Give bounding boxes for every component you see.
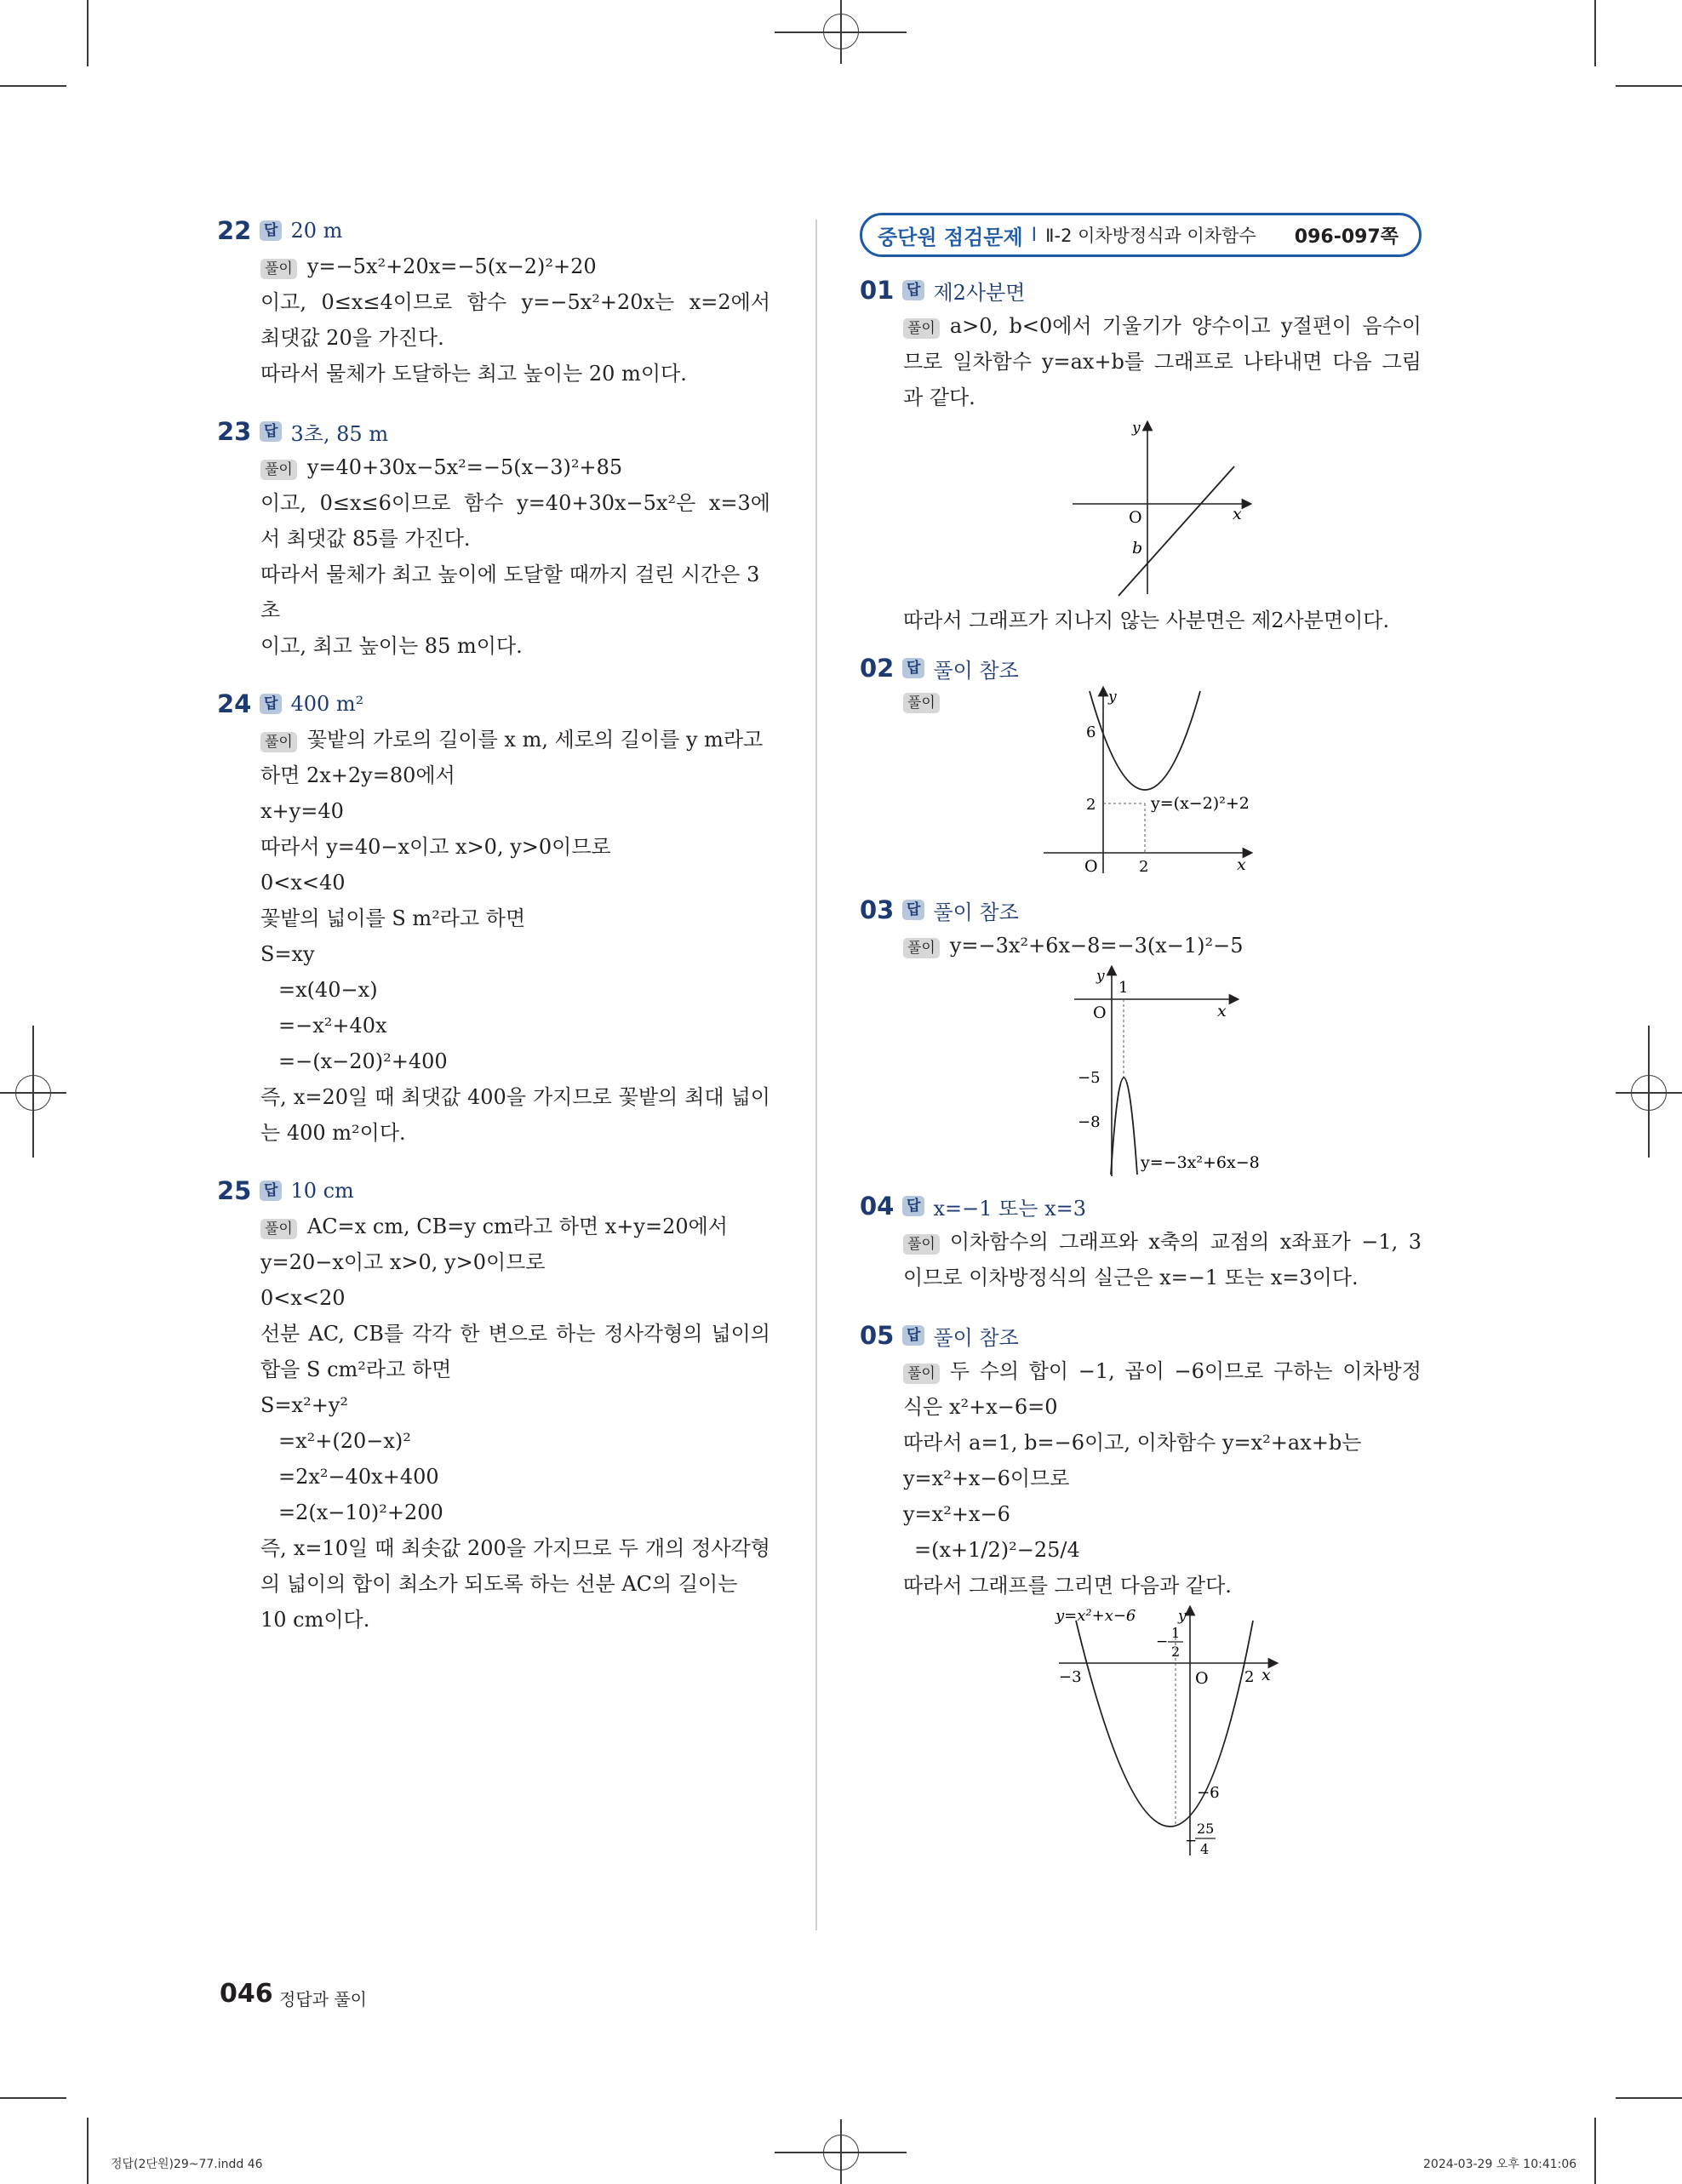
problem-number: 04 bbox=[860, 1192, 895, 1221]
curve-label: y=−3x²+6x−8 bbox=[1141, 1153, 1260, 1172]
x-label: x bbox=[1262, 1666, 1271, 1684]
answer-text: 제2사분면 bbox=[933, 280, 1026, 305]
graph-line bbox=[1118, 466, 1234, 596]
answer-tag: 답 bbox=[902, 280, 924, 300]
solution-tag: 풀이 bbox=[903, 693, 940, 713]
solution-line: 풀이 y=−5x²+20x=−5(x−2)²+20 bbox=[217, 249, 770, 284]
registration-line bbox=[840, 2119, 842, 2184]
answer-text: 3초, 85 m bbox=[290, 421, 389, 446]
solution-line: 따라서 y=40−x이고 x>0, y>0이므로 bbox=[260, 835, 611, 859]
solution-line: 즉, x=10일 때 최솟값 200을 가지므로 두 개의 정사각형 bbox=[260, 1536, 770, 1560]
problem-02 bbox=[860, 650, 1422, 880]
solution-line: y=20−x이고 x>0, y>0이므로 bbox=[260, 1250, 546, 1274]
answer-text: 20 m bbox=[290, 219, 343, 243]
solution-line: S=x²+y² bbox=[260, 1393, 348, 1417]
y-tick-m5: −5 bbox=[1078, 1069, 1101, 1087]
answer-tag: 답 bbox=[260, 1181, 282, 1201]
x-tick-1: 1 bbox=[1118, 979, 1129, 997]
solution-line: 는 400 m²이다. bbox=[260, 1121, 406, 1145]
solution-tag: 풀이 bbox=[903, 1234, 940, 1255]
y-label: y bbox=[1178, 1608, 1187, 1625]
answer-tag: 답 bbox=[260, 421, 282, 442]
solution-line: 이고, 0≤x≤6이므로 함수 y=40+30x−5x²은 x=3에 bbox=[260, 491, 770, 515]
problem-number: 03 bbox=[860, 895, 895, 924]
parabola-curve bbox=[1090, 691, 1200, 790]
section-pages: 096-097쪽 bbox=[1294, 226, 1399, 248]
solution-tag: 풀이 bbox=[903, 938, 940, 958]
crop-mark bbox=[87, 0, 89, 66]
section-separator: I bbox=[1031, 224, 1038, 246]
solution-line: 이므로 이차방정식의 실근은 x=−1 또는 x=3이다. bbox=[903, 1266, 1359, 1289]
solution-line: 이고, 최고 높이는 85 m이다. bbox=[260, 634, 523, 658]
solution-line: 따라서 물체가 최고 높이에 도달할 때까지 걸린 시간은 3초 bbox=[260, 563, 760, 622]
problem-24 bbox=[217, 686, 770, 1151]
section-title: 중단원 점검문제 bbox=[878, 225, 1023, 249]
graph-parabola-down bbox=[1064, 963, 1285, 1176]
root-m3-label: −3 bbox=[1059, 1668, 1082, 1686]
y-intercept-label: −6 bbox=[1197, 1784, 1220, 1802]
origin-label: O bbox=[1129, 508, 1142, 527]
x-label: x bbox=[1217, 1002, 1227, 1021]
solution-tag: 풀이 bbox=[260, 1219, 297, 1239]
graph-parabola-roots bbox=[1042, 1604, 1297, 1859]
y-tick-6: 6 bbox=[1086, 723, 1096, 741]
page-title: 정답과 풀이 bbox=[279, 1989, 367, 2010]
curve-label: y=x²+x−6 bbox=[1056, 1607, 1136, 1625]
min-frac-den: 4 bbox=[1200, 1841, 1210, 1857]
answer-tag: 답 bbox=[902, 658, 924, 678]
left-column bbox=[217, 213, 770, 1660]
solution-tag: 풀이 bbox=[260, 259, 297, 279]
origin-label: O bbox=[1084, 857, 1098, 876]
right-column bbox=[860, 213, 1422, 1881]
problem-25 bbox=[217, 1173, 770, 1638]
axis-minus: − bbox=[1156, 1633, 1169, 1650]
solution-line: 따라서 그래프를 그리면 다음과 같다. bbox=[903, 1574, 1232, 1598]
min-frac-num: 25 bbox=[1197, 1821, 1215, 1837]
intercept-label: b bbox=[1132, 539, 1143, 557]
graph-linear bbox=[1064, 415, 1268, 603]
solution-line: y=x²+x−6이므로 bbox=[903, 1466, 1070, 1490]
solution-line: 의 넓이의 합이 최소가 되도록 하는 선분 AC의 길이는 bbox=[260, 1572, 738, 1596]
problem-number: 23 bbox=[217, 417, 252, 446]
solution-line: 풀이 두 수의 합이 −1, 곱이 −6이므로 구하는 이차방정 bbox=[860, 1353, 1422, 1389]
parabola-curve bbox=[1111, 1078, 1137, 1175]
solution-tag: 풀이 bbox=[260, 732, 297, 752]
answer-text: 풀이 참조 bbox=[933, 658, 1019, 683]
solution-line: 10 cm이다. bbox=[260, 1608, 370, 1632]
solution-line: 따라서 물체가 도달하는 최고 높이는 20 m이다. bbox=[260, 362, 687, 386]
problem-23 bbox=[217, 414, 770, 664]
solution-line: 0<x<40 bbox=[260, 871, 346, 895]
x-label: x bbox=[1237, 855, 1246, 874]
answer-tag: 답 bbox=[902, 1196, 924, 1216]
solution-line: =2(x−10)²+200 bbox=[278, 1501, 443, 1524]
y-label: y bbox=[1096, 968, 1105, 985]
x-label: x bbox=[1233, 505, 1242, 523]
solution-line: 최댓값 20을 가진다. bbox=[260, 326, 444, 350]
solution-line: 하면 2x+2y=80에서 bbox=[260, 763, 455, 787]
graph-parabola-up bbox=[1030, 684, 1285, 880]
answer-text: 풀이 참조 bbox=[933, 1325, 1019, 1350]
crop-mark bbox=[1594, 0, 1596, 66]
registration-line bbox=[1648, 1026, 1650, 1158]
problem-number: 24 bbox=[217, 689, 252, 718]
solution-line: S=xy bbox=[260, 942, 315, 966]
slug-date: 2024-03-29 오후 10:41:06 bbox=[1423, 2158, 1577, 2171]
answer-tag: 답 bbox=[902, 900, 924, 920]
answer-tag: 답 bbox=[260, 694, 282, 714]
y-tick-m8: −8 bbox=[1078, 1113, 1101, 1131]
solution-line: 풀이 AC=x cm, CB=y cm라고 하면 x+y=20에서 bbox=[217, 1209, 770, 1244]
crop-mark bbox=[1594, 2118, 1596, 2184]
answer-text: x=−1 또는 x=3 bbox=[933, 1196, 1087, 1221]
solution-line: x+y=40 bbox=[260, 799, 344, 823]
problem-number: 22 bbox=[217, 216, 252, 245]
solution-line: 이고, 0≤x≤4이므로 함수 y=−5x²+20x는 x=2에서 bbox=[260, 290, 770, 314]
axis-frac-num: 1 bbox=[1171, 1625, 1181, 1641]
solution-line: 서 최댓값 85를 가진다. bbox=[260, 527, 471, 551]
solution-tag: 풀이 bbox=[260, 460, 297, 480]
slug-file: 정답(2단원)29~77.indd 46 bbox=[111, 2158, 263, 2171]
problem-number: 05 bbox=[860, 1321, 895, 1350]
solution-line: 즉, x=20일 때 최댓값 400을 가지므로 꽃밭의 최대 넓이 bbox=[260, 1085, 770, 1109]
origin-label: O bbox=[1093, 1003, 1107, 1022]
problem-22 bbox=[217, 213, 770, 392]
solution-line: =(x+1/2)²−25/4 bbox=[914, 1538, 1080, 1562]
solution-line: 므로 일차함수 y=ax+b를 그래프로 나타내면 다음 그림 bbox=[903, 350, 1422, 374]
root-2-label: 2 bbox=[1244, 1668, 1255, 1686]
problem-03 bbox=[860, 892, 1422, 1176]
section-subtitle: Ⅱ-2 이차방정식과 이차함수 bbox=[1045, 226, 1256, 246]
solution-line: y=x²+x−6 bbox=[903, 1502, 1010, 1526]
crop-mark bbox=[1616, 85, 1682, 87]
page-number: 046 bbox=[220, 1979, 273, 2009]
origin-label: O bbox=[1195, 1669, 1209, 1688]
solution-line: 풀이 꽃밭의 가로의 길이를 x m, 세로의 길이를 y m라고 bbox=[217, 722, 770, 758]
solution-line: 따라서 a=1, b=−6이고, 이차함수 y=x²+ax+b는 bbox=[903, 1431, 1362, 1455]
section-header bbox=[860, 213, 1422, 257]
solution-line: 합을 S cm²라고 하면 bbox=[260, 1358, 452, 1381]
solution-line: 식은 x²+x−6=0 bbox=[903, 1395, 1058, 1419]
axis-frac-den: 2 bbox=[1171, 1644, 1181, 1660]
crop-mark bbox=[0, 85, 66, 87]
y-label: y bbox=[1132, 420, 1141, 437]
solution-line: =x²+(20−x)² bbox=[278, 1429, 411, 1453]
problem-04 bbox=[860, 1188, 1422, 1295]
solution-line: 과 같다. bbox=[903, 386, 975, 409]
crop-mark bbox=[0, 2097, 66, 2099]
solution-line: 풀이 y=40+30x−5x²=−5(x−3)²+85 bbox=[217, 449, 770, 485]
crop-mark bbox=[1616, 2097, 1682, 2099]
answer-text: 400 m² bbox=[290, 692, 364, 716]
problem-01 bbox=[860, 272, 1422, 638]
solution-line: 풀이 y=−3x²+6x−8=−3(x−1)²−5 bbox=[860, 928, 1422, 963]
x-tick-2: 2 bbox=[1139, 858, 1149, 876]
problem-number: 25 bbox=[217, 1176, 252, 1205]
answer-text: 풀이 참조 bbox=[933, 900, 1019, 924]
solution-tag: 풀이 bbox=[903, 318, 940, 339]
y-label: y bbox=[1108, 689, 1117, 706]
solution-line: 따라서 그래프가 지나지 않는 사분면은 제2사분면이다. bbox=[903, 609, 1390, 632]
problem-number: 01 bbox=[860, 276, 895, 305]
answer-tag: 답 bbox=[260, 220, 282, 241]
curve-label: y=(x−2)²+2 bbox=[1151, 794, 1250, 813]
solution-line: 풀이 a>0, b<0에서 기울기가 양수이고 y절편이 음수이 bbox=[860, 308, 1422, 344]
min-minus: − bbox=[1185, 1832, 1198, 1850]
solution-line: 풀이 이차함수의 그래프와 x축의 교점의 x좌표가 −1, 3 bbox=[860, 1224, 1422, 1260]
crop-mark bbox=[87, 2118, 89, 2184]
solution-line: =−x²+40x bbox=[278, 1014, 387, 1038]
solution-line: =x(40−x) bbox=[278, 978, 378, 1002]
parabola-curve bbox=[1076, 1621, 1253, 1827]
registration-line bbox=[840, 0, 842, 64]
solution-line: 선분 AC, CB를 각각 한 변으로 하는 정사각형의 넓이의 bbox=[260, 1322, 770, 1346]
solution-line: =2x²−40x+400 bbox=[278, 1465, 439, 1489]
solution-line: =−(x−20)²+400 bbox=[278, 1049, 448, 1073]
solution-tag: 풀이 bbox=[903, 1364, 940, 1384]
solution-line: 0<x<20 bbox=[260, 1286, 346, 1310]
column-divider bbox=[815, 220, 817, 1930]
problem-05 bbox=[860, 1318, 1422, 1859]
registration-line bbox=[32, 1026, 34, 1158]
answer-tag: 답 bbox=[902, 1325, 924, 1346]
solution-line: 꽃밭의 넓이를 S m²라고 하면 bbox=[260, 906, 526, 930]
problem-number: 02 bbox=[860, 654, 895, 683]
answer-text: 10 cm bbox=[290, 1179, 354, 1203]
y-tick-2: 2 bbox=[1086, 796, 1096, 814]
